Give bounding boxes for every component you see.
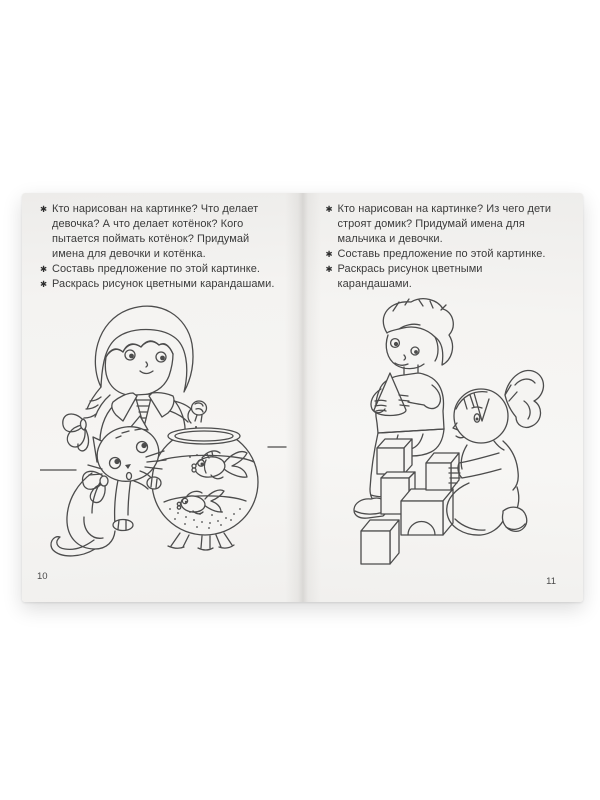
question-text: Кто нарисован на картинке? Из чего дети строят домик? Придумай имена для мальчика и девочки. <box>337 203 552 245</box>
cat-haunch <box>84 517 103 538</box>
right-page <box>303 193 584 602</box>
bowl-leg <box>198 536 213 550</box>
sailor-collar <box>149 393 174 417</box>
question-text: Составь предложение по этой картинке. <box>337 248 546 260</box>
kitten-figure <box>51 416 166 556</box>
cat-front-leg <box>115 478 131 525</box>
asterisk-bullet-icon: ✱ <box>40 264 48 274</box>
girl-neck <box>494 441 504 450</box>
asterisk-bullet-icon: ✱ <box>40 204 48 214</box>
question-item <box>326 247 559 262</box>
girl-back <box>503 441 518 490</box>
question-item <box>326 262 559 292</box>
left-page <box>22 193 303 602</box>
asterisk-bullet-icon: ✱ <box>325 264 333 274</box>
girl-cat-aquarium-illustration <box>40 297 302 569</box>
hair-bow <box>63 414 85 447</box>
asterisk-bullet-icon: ✱ <box>325 249 333 259</box>
bowl-leg <box>168 533 189 548</box>
question-text: Раскрась рисунок цветными карандашами. <box>337 263 483 290</box>
cat-raised-paw <box>147 477 161 489</box>
page-number: 11 <box>546 576 556 587</box>
boy-leg <box>411 429 444 456</box>
question-list <box>40 202 278 292</box>
asterisk-bullet-icon: ✱ <box>40 279 48 289</box>
question-text: Кто нарисован на картинке? Что делает девочка? А что делает котёнок? Кого пытается поймать котёнок? Придумай имена для девочки и котёнка. <box>52 203 259 260</box>
fishbowl-glass <box>152 429 258 535</box>
girl-knee <box>446 483 502 535</box>
cat-front-paw <box>113 520 133 531</box>
girl-arms <box>458 453 501 478</box>
question-text: Составь предложение по этой картинке. <box>52 263 260 275</box>
page-number: 10 <box>37 571 48 582</box>
question-item <box>40 202 278 262</box>
braid-tuft <box>78 428 89 451</box>
aquarium <box>152 428 258 550</box>
girl-chest <box>461 445 467 469</box>
children-building-blocks-illustration <box>331 297 563 569</box>
question-text: Раскрась рисунок цветными карандашами. <box>52 278 275 290</box>
coloring-drawing-right <box>331 297 563 569</box>
book-spread <box>22 193 583 602</box>
coloring-drawing-left <box>40 297 302 569</box>
question-item <box>40 277 278 292</box>
question-item <box>40 262 278 277</box>
sailor-collar <box>112 393 137 421</box>
question-item <box>326 202 559 247</box>
cat-back <box>67 473 115 549</box>
bowl-leg <box>216 533 234 548</box>
question-list <box>326 202 559 292</box>
asterisk-bullet-icon: ✱ <box>325 204 333 214</box>
